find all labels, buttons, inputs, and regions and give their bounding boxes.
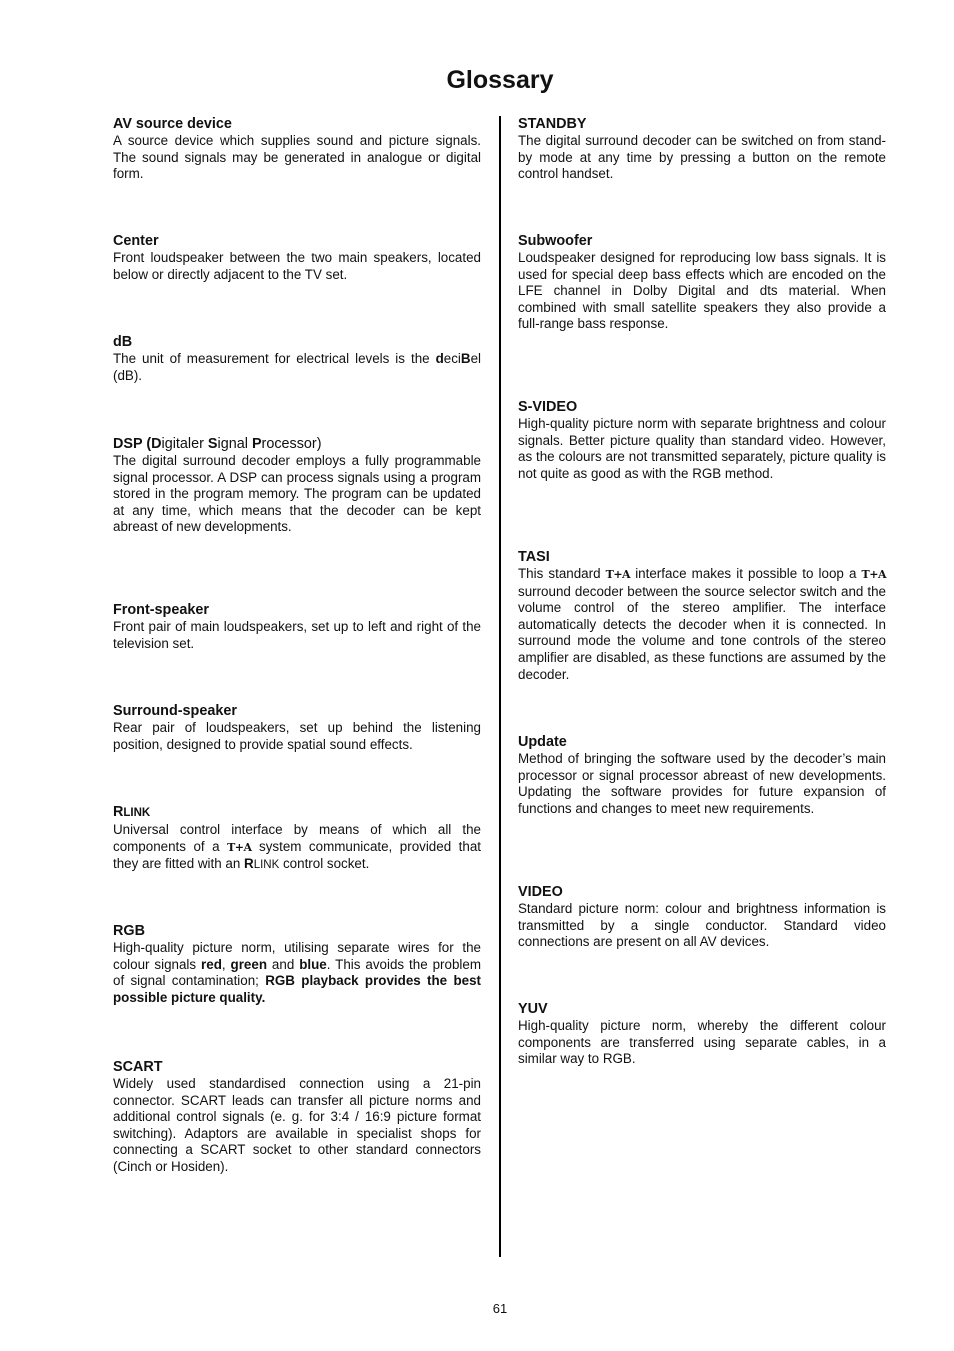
definition-s-video: High-quality picture norm with separate brightness and colour signals. Better picture quality than standard video. However, as the colours are not transmitted separately, picture quality is not quite as good as with the RGB method. <box>518 416 886 481</box>
dsp-term-part: igitaler <box>161 436 208 452</box>
entry-rgb <box>113 923 481 1006</box>
entry-front-speaker <box>113 602 481 652</box>
rgb-def-and: and <box>267 956 300 972</box>
dsp-term-part: P <box>251 436 262 452</box>
tasi-def-text-end: surround decoder between the source selector switch and the volume control of the stereo amplifier. The interface automatically detects the decoder when it is connected. In surround mode the volume and tone controls of the stereo amplifier are disabled, as these functions are assumed by the decoder. <box>518 583 886 682</box>
tasi-def-text: This standard <box>518 566 606 581</box>
rlink-def-text-end: control socket. <box>279 856 370 872</box>
db-def-text-end: el (dB). <box>113 351 481 383</box>
rgb-def-sep: , <box>221 956 231 972</box>
term-surround-speaker: Surround-speaker <box>113 703 237 719</box>
entry-update <box>518 734 886 817</box>
rgb-def-text: High-quality picture norm, utilising separate wires for the colour signals <box>113 940 481 972</box>
term-dsp <box>113 436 481 453</box>
ta-logo: T+A <box>861 568 886 581</box>
term-front-speaker: Front-speaker <box>113 602 209 618</box>
dsp-term-part: S <box>207 436 218 452</box>
definition-standby: The digital surround decoder can be switched on from stand-by mode at any time by pressing a button on the remote control handset. <box>518 133 886 182</box>
rlink-term-link: LINK <box>123 807 151 819</box>
definition-yuv: High-quality picture norm, whereby the different colour components are transferred using separate cables, in a similar way to RGB. <box>518 1018 886 1067</box>
entry-tasi <box>518 549 886 683</box>
term-av-source-device: AV source device <box>113 116 232 132</box>
entry-dsp <box>113 436 481 536</box>
entry-yuv <box>518 1001 886 1068</box>
entry-video <box>518 884 886 951</box>
db-def-bold-b: B <box>460 351 471 366</box>
rgb-def-bold-end: RGB playback provides the best possible picture quality. <box>113 973 481 1005</box>
rlink-term-r: R <box>113 804 124 820</box>
rgb-def-red: red <box>201 956 222 972</box>
page-number: 61 <box>492 1301 508 1316</box>
rgb-def-blue: blue <box>299 956 327 972</box>
entry-s-video <box>518 399 886 482</box>
tasi-def-text-mid: interface makes it possible to loop a <box>630 566 862 581</box>
ta-logo: T+A <box>227 840 252 854</box>
term-update: Update <box>518 734 567 750</box>
definition-update: Method of bringing the software used by the decoder’s main processor or signal processor abreast of new developments. Updating the software provides for future expansion of functions and changes to meet new requirements. <box>518 751 886 816</box>
entry-rlink <box>113 804 481 874</box>
definition-center: Front loudspeaker between the two main speakers, located below or directly adjacent to the TV set. <box>113 250 481 282</box>
term-standby: STANDBY <box>518 116 587 132</box>
definition-front-speaker: Front pair of main loudspeakers, set up to left and right of the television set. <box>113 619 481 651</box>
entry-surround-speaker <box>113 703 481 753</box>
entry-standby <box>518 116 886 183</box>
dsp-term-part: ignal <box>217 436 252 452</box>
term-s-video: S-VIDEO <box>518 399 578 415</box>
entry-scart <box>113 1059 481 1176</box>
term-video: VIDEO <box>518 884 563 900</box>
rlink-def-link: LINK <box>253 859 280 872</box>
column-divider <box>499 116 501 1257</box>
db-def-bold-d: d <box>435 351 444 366</box>
term-subwoofer: Subwoofer <box>518 233 593 249</box>
definition-rlink <box>113 822 481 874</box>
term-center: Center <box>113 233 159 249</box>
definition-scart: Widely used standardised connection using a 21-pin connector. SCART leads can transfer all picture norms and additional control signals (e. g. for 3:4 / 16:9 picture format switching). Adaptors are available in specialist shops for connecting a SCART socket to other standard connectors (Cinch or Hosiden). <box>113 1076 481 1174</box>
dsp-term-part: D <box>151 436 162 452</box>
dsp-term-part: rocessor) <box>261 436 322 452</box>
ta-logo: T+A <box>605 568 631 581</box>
definition-av-source-device: A source device which supplies sound and picture signals. The sound signals may be generated in analogue or digital form. <box>113 133 481 182</box>
rlink-def-text-mid: system communicate, provided that they are fitted with an <box>113 838 481 872</box>
term-yuv: YUV <box>518 1001 548 1017</box>
dsp-term-part: DSP ( <box>113 436 152 452</box>
definition-db <box>113 351 481 384</box>
db-def-text: The unit of measurement for electrical levels is the <box>113 351 436 366</box>
definition-tasi <box>518 566 886 683</box>
db-def-text-mid: eci <box>443 351 461 366</box>
term-scart: SCART <box>113 1059 163 1075</box>
term-db: dB <box>113 334 133 350</box>
definition-subwoofer: Loudspeaker designed for reproducing low bass signals. It is used for special deep bass effects which are encoded on the LFE channel in Dolby Digital and dts material. When combined with small satellite speakers they also provide a full-range bass response. <box>518 250 886 332</box>
page-title: Glossary <box>446 66 554 94</box>
definition-rgb <box>113 940 481 1006</box>
rgb-def-text-mid: . This avoids the problem of signal contamination; <box>113 956 481 989</box>
rgb-def-green: green <box>230 956 267 972</box>
entry-subwoofer <box>518 233 886 333</box>
term-rgb: RGB <box>113 923 145 939</box>
entry-center <box>113 233 481 283</box>
term-rlink <box>113 804 481 822</box>
rlink-def-text: Universal control interface by means of which all the components of a <box>113 822 481 854</box>
term-tasi: TASI <box>518 549 550 565</box>
entry-db <box>113 334 481 384</box>
definition-video: Standard picture norm: colour and brightness information is transmitted by a single conductor. Standard video connections are present on all AV devices. <box>518 901 886 950</box>
entry-av-source-device <box>113 116 481 183</box>
rlink-def-r: R <box>244 856 254 872</box>
definition-surround-speaker: Rear pair of loudspeakers, set up behind the listening position, designed to provide spatial sound effects. <box>113 720 481 752</box>
definition-dsp: The digital surround decoder employs a fully programmable signal processor. A DSP can process signals using a program stored in the program memory. The program can be updated at any time, which means that the decoder can be kept abreast of new developments. <box>113 453 481 535</box>
